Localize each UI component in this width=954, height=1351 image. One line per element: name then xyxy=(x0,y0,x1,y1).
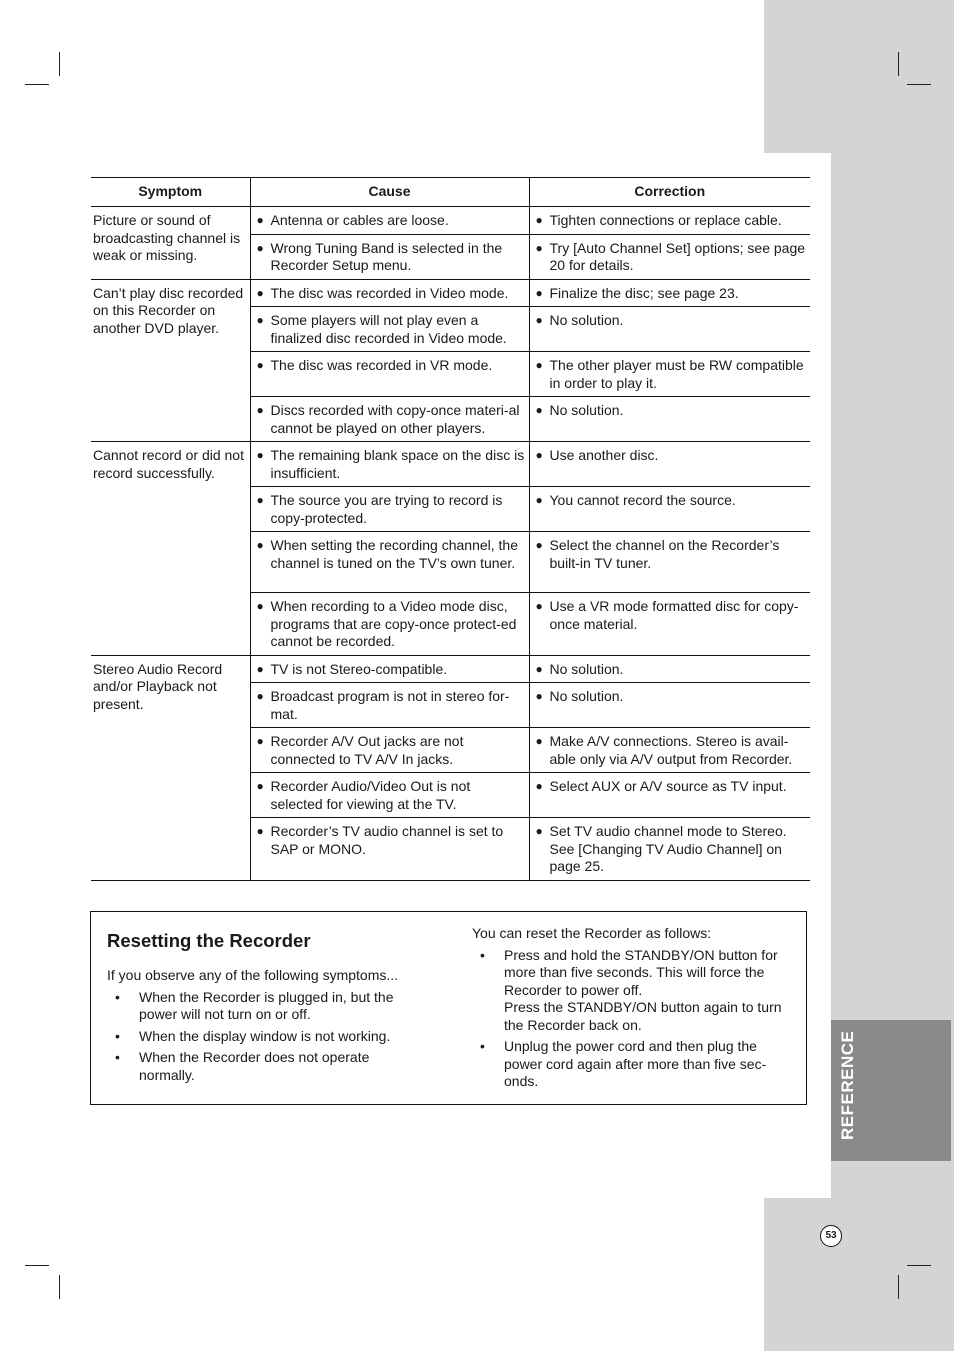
correction-text: Tighten connections or replace cable. xyxy=(549,212,782,228)
correction-text: Select the channel on the Recorder’s built-in TV tuner. xyxy=(549,537,780,571)
bullet-icon: ● xyxy=(535,493,543,507)
correction-cell xyxy=(529,532,810,593)
cause-text: The disc was recorded in Video mode. xyxy=(270,284,509,301)
table-row xyxy=(91,442,810,487)
symptom-cell: Can’t play disc recorded on this Recorder on another DVD player. xyxy=(91,279,250,442)
correction-text: Make A/V connections. Stereo is avail-able only via A/V output from Recorder. xyxy=(549,733,793,767)
bullet-icon: ● xyxy=(535,538,543,552)
crop-mark xyxy=(907,84,931,85)
bullet-icon: ● xyxy=(256,734,264,748)
list-item: • Press and hold the STANDBY/ON button for more than five seconds. This will force the Recorder to power off. Press the STANDBY/ON button again to turn the Recorder back on. xyxy=(472,947,797,1035)
reset-symptoms-column xyxy=(107,967,417,1088)
reset-recorder-box xyxy=(90,911,807,1105)
bullet-icon: ● xyxy=(535,448,543,462)
bullet-icon: ● xyxy=(535,689,543,703)
bullet-icon: ● xyxy=(256,599,264,613)
cause-text: The source you are trying to record is copy-protected. xyxy=(270,492,503,526)
correction-cell xyxy=(529,818,810,881)
correction-text: Use a VR mode formatted disc for copy-once material. xyxy=(549,598,799,632)
list-item: • When the Recorder does not operate normally. xyxy=(107,1049,417,1084)
table-header-row xyxy=(91,178,810,207)
cause-cell xyxy=(250,532,529,593)
reset-symptom-list xyxy=(107,989,417,1085)
bullet-icon: ● xyxy=(256,285,264,300)
table-row xyxy=(91,279,810,307)
bullet-icon: • xyxy=(115,1027,120,1044)
cause-cell xyxy=(250,442,529,487)
cause-text: The remaining blank space on the disc is insufficient. xyxy=(270,447,525,481)
troubleshooting-table xyxy=(91,177,810,881)
cause-cell xyxy=(250,279,529,307)
correction-text: The other player must be RW compatible in order to play it. xyxy=(549,357,804,391)
correction-cell xyxy=(529,234,810,279)
cause-text: Antenna or cables are loose. xyxy=(270,212,449,228)
correction-text: No solution. xyxy=(549,402,624,418)
cause-cell xyxy=(250,234,529,279)
bullet-icon: ● xyxy=(256,779,264,793)
correction-cell xyxy=(529,307,810,352)
cause-text: Recorder Audio/Video Out is not selected for viewing at the TV. xyxy=(270,778,471,812)
list-item: • When the display window is not working. xyxy=(107,1028,417,1046)
bullet-icon: ● xyxy=(535,661,543,676)
cause-cell xyxy=(250,487,529,532)
cause-cell xyxy=(250,352,529,397)
page-number: 53 xyxy=(820,1225,842,1247)
column-header-cause: Cause xyxy=(250,178,529,207)
table-row xyxy=(91,655,810,683)
correction-cell xyxy=(529,207,810,235)
cause-cell xyxy=(250,655,529,683)
correction-text: No solution. xyxy=(549,660,624,677)
bullet-icon: ● xyxy=(256,358,264,372)
correction-cell xyxy=(529,487,810,532)
cause-text: When setting the recording channel, the channel is tuned on the TV’s own tuner. xyxy=(270,537,518,571)
cause-cell xyxy=(250,397,529,442)
correction-text: You cannot record the source. xyxy=(549,492,736,508)
reset-title: Resetting the Recorder xyxy=(107,930,311,951)
symptom-cell: Stereo Audio Record and/or Playback not present. xyxy=(91,655,250,880)
bullet-icon: ● xyxy=(535,779,543,793)
correction-text: No solution. xyxy=(549,312,624,328)
bullet-icon: ● xyxy=(256,824,264,838)
margin-gray-bottom xyxy=(764,1198,954,1351)
crop-mark xyxy=(898,52,899,76)
crop-mark xyxy=(907,1265,931,1266)
bullet-icon: ● xyxy=(535,734,543,748)
correction-cell xyxy=(529,655,810,683)
margin-gray-top xyxy=(764,0,954,153)
section-tab-label: REFERENCE xyxy=(838,1030,857,1140)
cause-cell xyxy=(250,773,529,818)
symptom-cell: Cannot record or did not record successfully. xyxy=(91,442,250,656)
table-row xyxy=(91,207,810,235)
correction-text: No solution. xyxy=(549,688,624,704)
correction-cell xyxy=(529,593,810,656)
cause-cell xyxy=(250,818,529,881)
cause-text: TV is not Stereo-compatible. xyxy=(270,660,448,677)
reset-step-list xyxy=(472,947,797,1091)
bullet-icon: • xyxy=(115,1049,120,1065)
symptom-cell: Picture or sound of broadcasting channel is weak or missing. xyxy=(91,207,250,280)
crop-mark xyxy=(59,52,60,76)
crop-mark xyxy=(59,1275,60,1299)
list-item: • Unplug the power cord and then plug the power cord again after more than five sec-onds. xyxy=(472,1038,797,1091)
bullet-icon: • xyxy=(115,988,120,1005)
bullet-icon: • xyxy=(480,946,485,963)
bullet-icon: ● xyxy=(256,689,264,703)
cause-text: Wrong Tuning Band is selected in the Recorder Setup menu. xyxy=(270,239,503,273)
bullet-icon: ● xyxy=(256,213,264,227)
bullet-icon: ● xyxy=(535,213,543,227)
bullet-icon: ● xyxy=(256,313,264,327)
bullet-icon: ● xyxy=(535,313,543,327)
bullet-icon: ● xyxy=(535,824,543,838)
cause-text: The disc was recorded in VR mode. xyxy=(270,357,493,373)
cause-cell xyxy=(250,207,529,235)
cause-text: Broadcast program is not in stereo for-mat. xyxy=(270,688,510,722)
bullet-icon: ● xyxy=(256,538,264,552)
correction-text: Finalize the disc; see page 23. xyxy=(549,284,739,301)
cause-cell xyxy=(250,683,529,728)
correction-cell xyxy=(529,773,810,818)
correction-cell xyxy=(529,683,810,728)
bullet-icon: ● xyxy=(256,661,264,676)
correction-text: Select AUX or A/V source as TV input. xyxy=(549,778,787,794)
correction-cell xyxy=(529,397,810,442)
bullet-icon: ● xyxy=(256,240,264,255)
bullet-icon: ● xyxy=(535,240,543,255)
correction-text: Try [Auto Channel Set] options; see page 20 for details. xyxy=(549,239,806,273)
column-header-correction: Correction xyxy=(529,178,810,207)
crop-mark xyxy=(25,84,49,85)
bullet-icon: ● xyxy=(256,448,264,462)
bullet-icon: ● xyxy=(256,403,264,417)
bullet-icon: • xyxy=(480,1038,485,1054)
cause-text: Recorder’s TV audio channel is set to SAP or MONO. xyxy=(270,823,504,857)
correction-text: Use another disc. xyxy=(549,447,659,463)
correction-cell xyxy=(529,279,810,307)
reset-howto: You can reset the Recorder as follows: xyxy=(472,925,712,941)
cause-text: Some players will not play even a finalized disc recorded in Video mode. xyxy=(270,312,507,346)
reset-intro: If you observe any of the following symptoms... xyxy=(107,967,399,983)
bullet-icon: ● xyxy=(535,403,543,417)
bullet-icon: ● xyxy=(535,285,543,300)
correction-cell xyxy=(529,728,810,773)
cause-cell xyxy=(250,307,529,352)
bullet-icon: ● xyxy=(256,493,264,507)
cause-cell xyxy=(250,728,529,773)
crop-mark xyxy=(898,1275,899,1299)
crop-mark xyxy=(25,1265,49,1266)
bullet-icon: ● xyxy=(535,358,543,372)
cause-text: Discs recorded with copy-once materi-al cannot be played on other players. xyxy=(270,402,520,436)
cause-text: Recorder A/V Out jacks are not connected to TV A/V In jacks. xyxy=(270,733,464,767)
correction-cell xyxy=(529,442,810,487)
correction-text: Set TV audio channel mode to Stereo. See [Changing TV Audio Channel] on page 25. xyxy=(549,823,787,874)
list-item: • When the Recorder is plugged in, but the power will not turn on or off. xyxy=(107,989,417,1024)
bullet-icon: ● xyxy=(535,599,543,613)
correction-cell xyxy=(529,352,810,397)
column-header-symptom: Symptom xyxy=(91,178,250,207)
reset-steps-column xyxy=(472,925,797,1095)
cause-text: When recording to a Video mode disc, programs that are copy-once protect-ed cannot be recorded. xyxy=(270,598,517,649)
cause-cell xyxy=(250,593,529,656)
